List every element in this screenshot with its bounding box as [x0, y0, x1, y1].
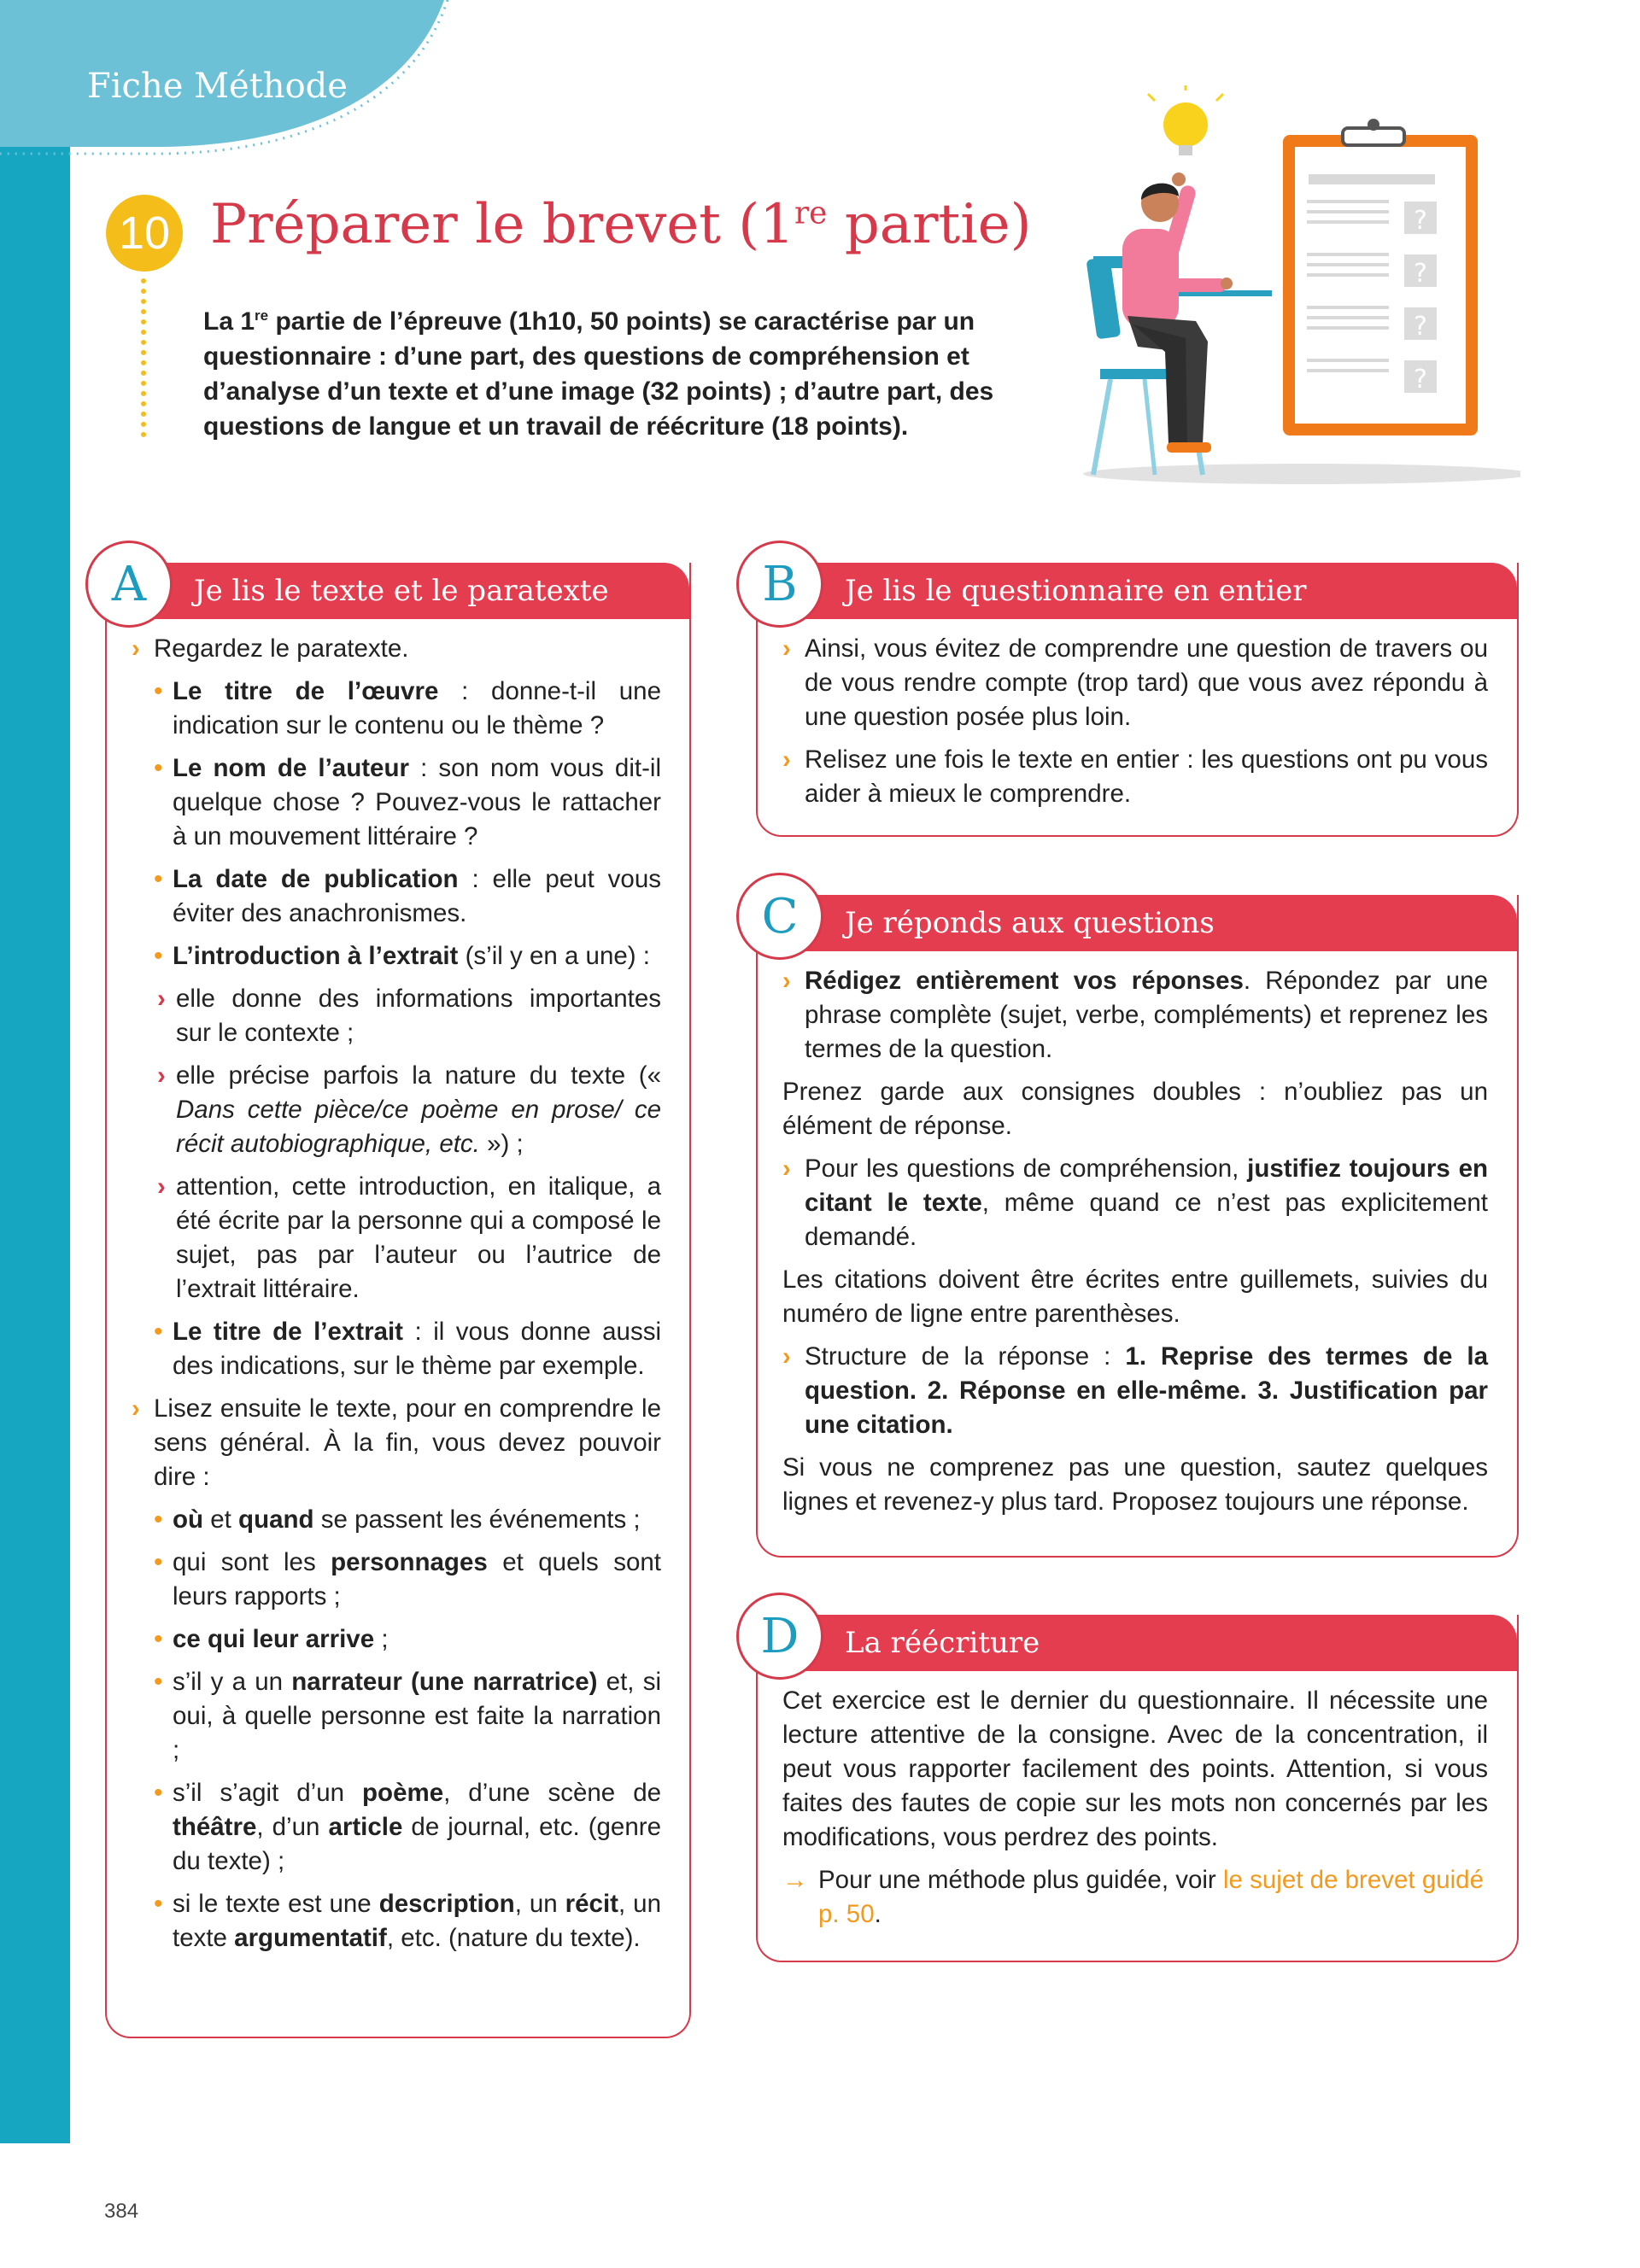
section-d-letter: D: [736, 1593, 823, 1680]
method-number: 10: [106, 195, 183, 272]
section-a-subitem: › elle donne des informations importantes sur le contexte ;: [157, 985, 661, 1047]
section-a-bullet: › Lisez ensuite le texte, pour en comprendre le sens général. À la fin, vous devez pouvoir dire :: [132, 1394, 661, 1491]
section-d-heading: La réécriture: [845, 1626, 1040, 1660]
page-number: 384: [104, 2200, 139, 2223]
brevet-guide-link[interactable]: le sujet de brevet guidé p. 50: [818, 1866, 1484, 1928]
section-a-content: [132, 632, 661, 1964]
section-d-paragraph: Cet exercice est le dernier du questionnaire. Il nécessite une lecture attentive de la consigne. Avec de la concentration, il peut vous rapporter facilement des points. Attention, si vous faites des fautes de copie sur les mots non concernés par les modifications, vous perdrez des points.: [782, 1686, 1488, 1851]
section-a-subitem: › attention, cette introduction, en italique, a été écrite par la personne qui a composé le sujet, pas par l’auteur ou l’autrice de l’extrait littéraire.: [157, 1172, 661, 1303]
sidebar-stripe: [0, 0, 70, 2143]
section-a-item: • où et quand se passent les événements ;: [154, 1505, 641, 1534]
question-mark-4: ?: [1414, 365, 1427, 395]
intro-paragraph: La 1re partie de l’épreuve (1h10, 50 points) se caractérise par un questionnaire : d’une part, des questions de compréhension et d’analyse d’un texte et d’une image (32 points) ; d’autre part, des questions de langue et un travail de réécriture (18 points).: [203, 307, 994, 441]
section-a-item: • La date de publication : elle peut vous éviter des anachronismes.: [154, 865, 661, 927]
section-c-letter: C: [736, 873, 823, 960]
section-a-subitem: › elle précise parfois la nature du texte (« Dans cette pièce/ce poème en prose/ ce récit autobiographique, etc. ») ;: [157, 1061, 661, 1158]
section-b-bullet: › Ainsi, vous évitez de comprendre une question de travers ou de vous rendre compte (trop tard) que vous avez répondu à une question posée plus loin.: [782, 634, 1488, 731]
question-mark-1: ?: [1414, 206, 1427, 236]
section-a-bullet: › Regardez le paratexte.: [132, 634, 409, 663]
section-c-bullet: › Structure de la réponse : 1. Reprise des termes de la question. 2. Réponse en elle-même. 3. Justification par une citation.: [782, 1342, 1488, 1439]
section-a-item: • Le titre de l’extrait : il vous donne aussi des indications, sur le thème par exemple.: [154, 1318, 662, 1380]
question-mark-2: ?: [1414, 259, 1427, 289]
section-c-bullet: › Pour les questions de compréhension, justifiez toujours en citant le texte, même quand ce n’est pas explicitement demandé.: [782, 1154, 1488, 1251]
section-c-content: [782, 964, 1488, 1528]
student-clipboard-illustration: [1059, 85, 1520, 487]
section-a-item: • Le nom de l’auteur : son nom vous dit-il quelque chose ? Pouvez-vous le rattacher à un mouvement littéraire ?: [154, 754, 661, 850]
section-a-heading: Je lis le texte et le paratexte: [194, 574, 609, 608]
section-a-item: • qui sont les personnages et quels sont leurs rapports ;: [154, 1548, 661, 1610]
section-c-paragraph: Si vous ne comprenez pas une question, sautez quelques lignes et revenez-y plus tard. Proposez toujours une réponse.: [782, 1453, 1488, 1516]
section-c-paragraph: Les citations doivent être écrites entre guillemets, suivies du numéro de ligne entre parenthèses.: [782, 1266, 1488, 1328]
section-c-bullet: › Rédigez entièrement vos réponses. Répondez par une phrase complète (sujet, verbe, compléments) et reprenez les termes de la question.: [782, 967, 1488, 1063]
section-c-paragraph: Prenez garde aux consignes doubles : n’oubliez pas un élément de réponse.: [782, 1078, 1488, 1140]
section-c-heading: Je réponds aux questions: [845, 906, 1215, 940]
section-d-content: [782, 1684, 1488, 1940]
page-title: Préparer le brevet (1re partie): [210, 193, 1032, 256]
section-b-content: [782, 632, 1488, 820]
section-b-header: [796, 563, 1517, 619]
arrow-right-icon: →: [782, 1866, 808, 1894]
section-b-bullet: › Relisez une fois le texte en entier : les questions ont pu vous aider à mieux le comprendre.: [782, 745, 1488, 808]
dotted-line: [141, 278, 146, 437]
section-d-reference: → Pour une méthode plus guidée, voir le sujet de brevet guidé p. 50.: [782, 1863, 1488, 1932]
section-a-item: • s’il y a un narrateur (une narratrice) et, si oui, à quelle personne est faite la narration ;: [154, 1668, 661, 1764]
section-b-letter: B: [736, 541, 823, 628]
section-a-item: • si le texte est une description, un récit, un texte argumentatif, etc. (nature du texte).: [154, 1890, 661, 1952]
section-a-item: • L’introduction à l’extrait (s’il y en a une) :: [154, 942, 650, 970]
section-c-header: [796, 895, 1517, 951]
section-a-header: [145, 563, 689, 619]
section-d-header: [796, 1615, 1517, 1671]
section-a-item: • Le titre de l’œuvre : donne-t-il une indication sur le contenu ou le thème ?: [154, 677, 661, 739]
section-b-heading: Je lis le questionnaire en entier: [845, 574, 1307, 608]
section-label: Fiche Méthode: [87, 67, 348, 106]
section-a-letter: A: [85, 541, 173, 628]
section-a-item: • s’il s’agit d’un poème, d’une scène de théâtre, d’un article de journal, etc. (genre du texte) ;: [154, 1779, 662, 1875]
question-mark-3: ?: [1414, 312, 1427, 342]
section-a-item: • ce qui leur arrive ;: [154, 1625, 389, 1653]
